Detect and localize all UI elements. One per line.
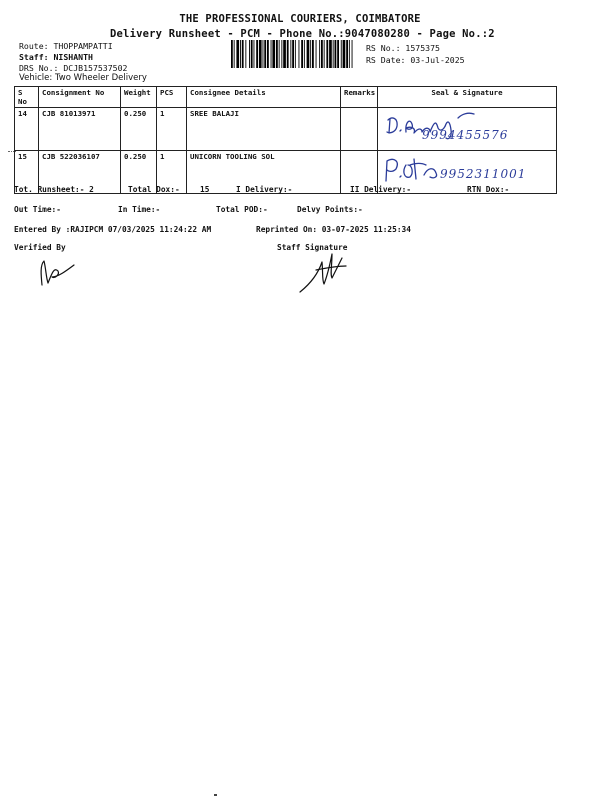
tot-runsheet: Tot. Runsheet:- 2 [14, 185, 94, 194]
cell-remarks [341, 108, 378, 151]
cell-weight: 0.250 [121, 151, 157, 194]
col-sno: S No [15, 87, 39, 108]
staff-label: Staff: NISHANTH [19, 52, 93, 62]
col-weight: Weight [121, 87, 157, 108]
rs-number: RS No.: 1575375 [366, 43, 440, 53]
rtn-dox: RTN Dox:- [467, 185, 510, 194]
cell-weight: 0.250 [121, 108, 157, 151]
cell-sno: 14 [15, 108, 39, 151]
col-remarks: Remarks [341, 87, 378, 108]
staff-signature-label: Staff Signature [277, 243, 348, 252]
in-time: In Time:- [118, 205, 161, 214]
total-pod: Total POD:- [216, 205, 268, 214]
cell-consignee: UNICORN TOOLING SOL [187, 151, 341, 194]
delvy-points: Delvy Points:- [297, 205, 363, 214]
reprinted-on: Reprinted On: 03-07-2025 11:25:34 [256, 225, 411, 234]
cell-consignee: SREE BALAJI [187, 108, 341, 151]
table-header-row [15, 87, 557, 108]
signature-phone-1: 9994455576 [422, 128, 509, 142]
cell-consignment: CJB 522036107 [39, 151, 121, 194]
verified-by-label: Verified By [14, 243, 66, 252]
cell-consignment: CJB 81013971 [39, 108, 121, 151]
out-time: Out Time:- [14, 205, 61, 214]
barcode-image [231, 40, 353, 68]
col-pcs: PCS [157, 87, 187, 108]
staff-signature-mark [296, 244, 366, 296]
scan-speck [214, 794, 217, 796]
cell-pcs: 1 [157, 151, 187, 194]
col-signature: Seal & Signature [378, 87, 557, 108]
signature-phone-2: 9952311001 [440, 167, 527, 181]
ii-delivery: II Delivery:- [350, 185, 412, 194]
i-delivery: I Delivery:- [236, 185, 293, 194]
col-consignee: Consignee Details [187, 87, 341, 108]
route-label: Route: THOPPAMPATTI [19, 41, 113, 51]
delivery-table [14, 86, 557, 194]
cell-pcs: 1 [157, 108, 187, 151]
drs-number: DRS No.: DCJB157537502 [19, 63, 128, 73]
runsheet-title: Delivery Runsheet - PCM - Phone No.:9047080280 - Page No.:2 [110, 28, 495, 40]
cell-signature [378, 108, 557, 151]
col-consignment: Consignment No [39, 87, 121, 108]
total-dox-label: Total Dox:- [128, 185, 180, 194]
cell-sno: 15 [15, 151, 39, 194]
total-dox-value: 15 [200, 185, 210, 194]
verified-signature-mark [36, 255, 80, 289]
vehicle-label: Vehicle: Two Wheeler Delivery [19, 73, 147, 83]
company-title: THE PROFESSIONAL COURIERS, COIMBATORE [179, 13, 421, 25]
entered-by: Entered By :RAJIPCM 07/03/2025 11:24:22 AM [14, 225, 212, 234]
rs-date: RS Date: 03-Jul-2025 [366, 55, 465, 65]
scan-speck [8, 151, 16, 154]
table-row [15, 108, 557, 151]
